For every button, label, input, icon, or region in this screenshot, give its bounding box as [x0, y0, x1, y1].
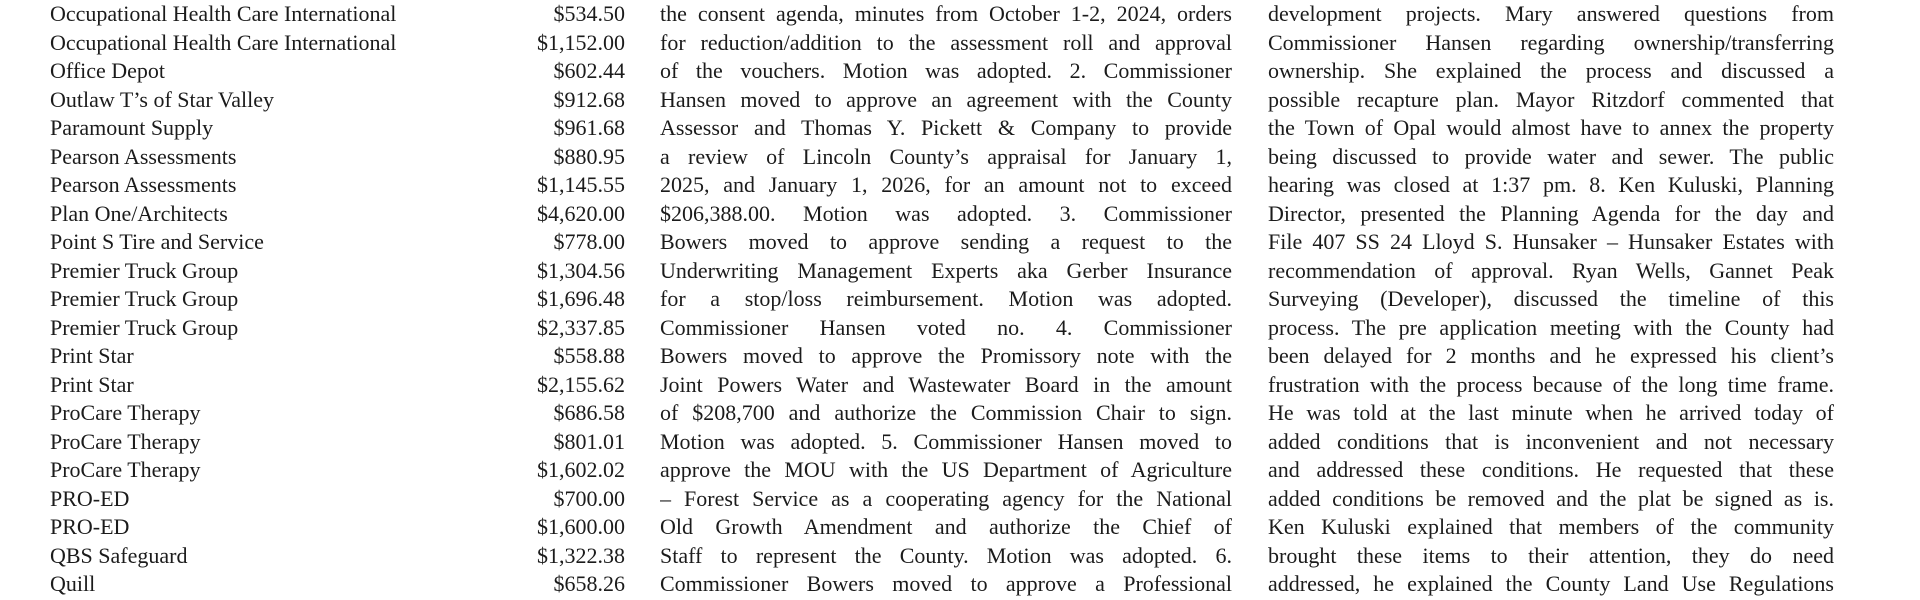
- vendor-row: [50, 513, 625, 542]
- vendor-amount-list: [50, 0, 625, 599]
- vendor-row: [50, 371, 625, 400]
- minutes-text-line: Commissioner Bowers moved to approve a Professional: [660, 571, 1232, 596]
- minutes-text-line: the Town of Opal would almost have to annex the property: [1268, 115, 1834, 140]
- vendor-row: [50, 428, 625, 457]
- vendor-amount: $686.58: [553, 400, 625, 425]
- vendor-name: Office Depot: [50, 58, 166, 83]
- vendor-amount: $602.44: [553, 58, 625, 83]
- minutes-text-line: and addressed these conditions. He requested that these: [1268, 457, 1834, 482]
- minutes-text-line: Hansen moved to approve an agreement with the County: [660, 86, 1232, 112]
- vendor-row: [50, 57, 625, 86]
- vendor-row: [50, 143, 625, 172]
- minutes-text-line: Assessor and Thomas Y. Pickett & Company to provide: [660, 115, 1232, 140]
- vendor-amount: $1,600.00: [537, 514, 625, 539]
- vendor-amount: $801.01: [553, 428, 625, 454]
- minutes-text-line: of the vouchers. Motion was adopted. 2. Commissioner: [660, 58, 1232, 83]
- minutes-text-line: brought these items to their attention, they do need: [1268, 542, 1834, 568]
- minutes-text-line: process. The pre application meeting with the County had: [1268, 314, 1834, 340]
- vendor-amount: $2,337.85: [537, 314, 625, 340]
- vendor-name: PRO-ED: [50, 514, 130, 539]
- vendor-row: [50, 399, 625, 428]
- vendor-name: ProCare Therapy: [50, 428, 201, 454]
- vendor-amount: $1,152.00: [537, 29, 625, 55]
- vendor-row: [50, 257, 625, 286]
- vendor-name: Pearson Assessments: [50, 143, 237, 169]
- vendor-name: Paramount Supply: [50, 115, 214, 140]
- vendor-amount: $880.95: [553, 143, 625, 169]
- vendor-row: [50, 29, 625, 58]
- vendor-name: Occupational Health Care International: [50, 1, 397, 26]
- minutes-text-line: a review of Lincoln County’s appraisal for January 1,: [660, 143, 1232, 169]
- vendor-row: [50, 285, 625, 314]
- minutes-text-line: Old Growth Amendment and authorize the Chief of: [660, 514, 1232, 539]
- vendor-row: [50, 314, 625, 343]
- vendor-amount: $1,145.55: [537, 172, 625, 197]
- minutes-text-line: Bowers moved to approve the Promissory note with the: [660, 343, 1232, 368]
- minutes-text-line: addressed, he explained the County Land Use Regulations: [1268, 571, 1834, 596]
- vendor-name: Pearson Assessments: [50, 172, 237, 197]
- vendor-amount: $558.88: [553, 343, 625, 368]
- minutes-text-line: for a stop/loss reimbursement. Motion was adopted.: [660, 286, 1232, 311]
- minutes-text-line: for reduction/addition to the assessment roll and approval: [660, 29, 1232, 55]
- minutes-text-line: $206,388.00. Motion was adopted. 3. Commissioner: [660, 200, 1232, 226]
- minutes-column-1: [660, 0, 1232, 599]
- vendor-row: [50, 114, 625, 143]
- minutes-text-line: frustration with the process because of the long time frame.: [1268, 371, 1834, 397]
- minutes-text-line: the consent agenda, minutes from October 1-2, 2024, orders: [660, 1, 1232, 26]
- minutes-text-line: – Forest Service as a cooperating agency for the National: [660, 485, 1232, 511]
- minutes-text-line: being discussed to provide water and sewer. The public: [1268, 143, 1834, 169]
- vendor-name: Occupational Health Care International: [50, 29, 397, 55]
- minutes-text-line: Underwriting Management Experts aka Gerber Insurance: [660, 257, 1232, 283]
- minutes-text-line: development projects. Mary answered questions from: [1268, 1, 1834, 26]
- minutes-text-line: Ken Kuluski explained that members of the community: [1268, 514, 1834, 539]
- minutes-text-line: Motion was adopted. 5. Commissioner Hansen moved to: [660, 428, 1232, 454]
- minutes-text-line: ownership. She explained the process and discussed a: [1268, 58, 1834, 83]
- vendor-amount: $1,602.02: [537, 457, 625, 482]
- vendor-name: Premier Truck Group: [50, 257, 239, 283]
- vendor-name: ProCare Therapy: [50, 457, 201, 482]
- vendor-name: ProCare Therapy: [50, 400, 201, 425]
- minutes-text-line: of $208,700 and authorize the Commission Chair to sign.: [660, 400, 1232, 425]
- minutes-text-line: He was told at the last minute when he arrived today of: [1268, 400, 1834, 425]
- vendor-row: [50, 86, 625, 115]
- minutes-column-2: [1268, 0, 1834, 599]
- vendor-row: [50, 570, 625, 599]
- vendor-name: Point S Tire and Service: [50, 229, 264, 254]
- vendor-amount: $4,620.00: [537, 200, 625, 226]
- minutes-text-line: Director, presented the Planning Agenda for the day and: [1268, 200, 1834, 226]
- vendor-name: Premier Truck Group: [50, 286, 239, 311]
- vendor-row: [50, 456, 625, 485]
- minutes-text-line: added conditions be removed and the plat be signed as is.: [1268, 485, 1834, 511]
- vendor-name: PRO-ED: [50, 485, 130, 511]
- vendor-amount: $912.68: [553, 86, 625, 112]
- minutes-text-line: recommendation of approval. Ryan Wells, Gannet Peak: [1268, 257, 1834, 283]
- vendor-name: Quill: [50, 571, 96, 596]
- vendor-amount: $1,304.56: [537, 257, 625, 283]
- vendor-name: Outlaw T’s of Star Valley: [50, 86, 275, 112]
- minutes-text-line: added conditions that is inconvenient and not necessary: [1268, 428, 1834, 454]
- minutes-text-line: File 407 SS 24 Lloyd S. Hunsaker – Hunsaker Estates with: [1268, 229, 1834, 254]
- vendor-row: [50, 485, 625, 514]
- vendor-row: [50, 200, 625, 229]
- vendor-name: Print Star: [50, 371, 134, 397]
- vendor-amount: $778.00: [553, 229, 625, 254]
- minutes-text-line: Joint Powers Water and Wastewater Board in the amount: [660, 371, 1232, 397]
- vendor-row: [50, 342, 625, 371]
- minutes-text-line: Staff to represent the County. Motion was adopted. 6.: [660, 542, 1232, 568]
- vendor-row: [50, 171, 625, 200]
- minutes-text-line: Commissioner Hansen voted no. 4. Commissioner: [660, 314, 1232, 340]
- minutes-text-line: been delayed for 2 months and he expressed his client’s: [1268, 343, 1834, 368]
- vendor-row: [50, 228, 625, 257]
- vendor-amount: $1,696.48: [537, 286, 625, 311]
- minutes-text-line: Commissioner Hansen regarding ownership/transferring: [1268, 29, 1834, 55]
- vendor-amount: $658.26: [553, 571, 625, 596]
- vendor-amount: $2,155.62: [537, 371, 625, 397]
- vendor-name: Premier Truck Group: [50, 314, 239, 340]
- vendor-name: QBS Safeguard: [50, 542, 188, 568]
- vendor-name: Print Star: [50, 343, 134, 368]
- minutes-text-line: possible recapture plan. Mayor Ritzdorf commented that: [1268, 86, 1834, 112]
- vendor-amount: $1,322.38: [537, 542, 625, 568]
- minutes-text-line: 2025, and January 1, 2026, for an amount not to exceed: [660, 172, 1232, 197]
- vendor-amount: $700.00: [553, 485, 625, 511]
- vendor-amount: $961.68: [553, 115, 625, 140]
- vendor-amount: $534.50: [553, 1, 625, 26]
- vendor-row: [50, 0, 625, 29]
- minutes-text-line: approve the MOU with the US Department of Agriculture: [660, 457, 1232, 482]
- minutes-text-line: Bowers moved to approve sending a request to the: [660, 229, 1232, 254]
- vendor-row: [50, 542, 625, 571]
- vendor-name: Plan One/Architects: [50, 200, 228, 226]
- minutes-text-line: Surveying (Developer), discussed the timeline of this: [1268, 286, 1834, 311]
- minutes-text-line: hearing was closed at 1:37 pm. 8. Ken Kuluski, Planning: [1268, 172, 1834, 197]
